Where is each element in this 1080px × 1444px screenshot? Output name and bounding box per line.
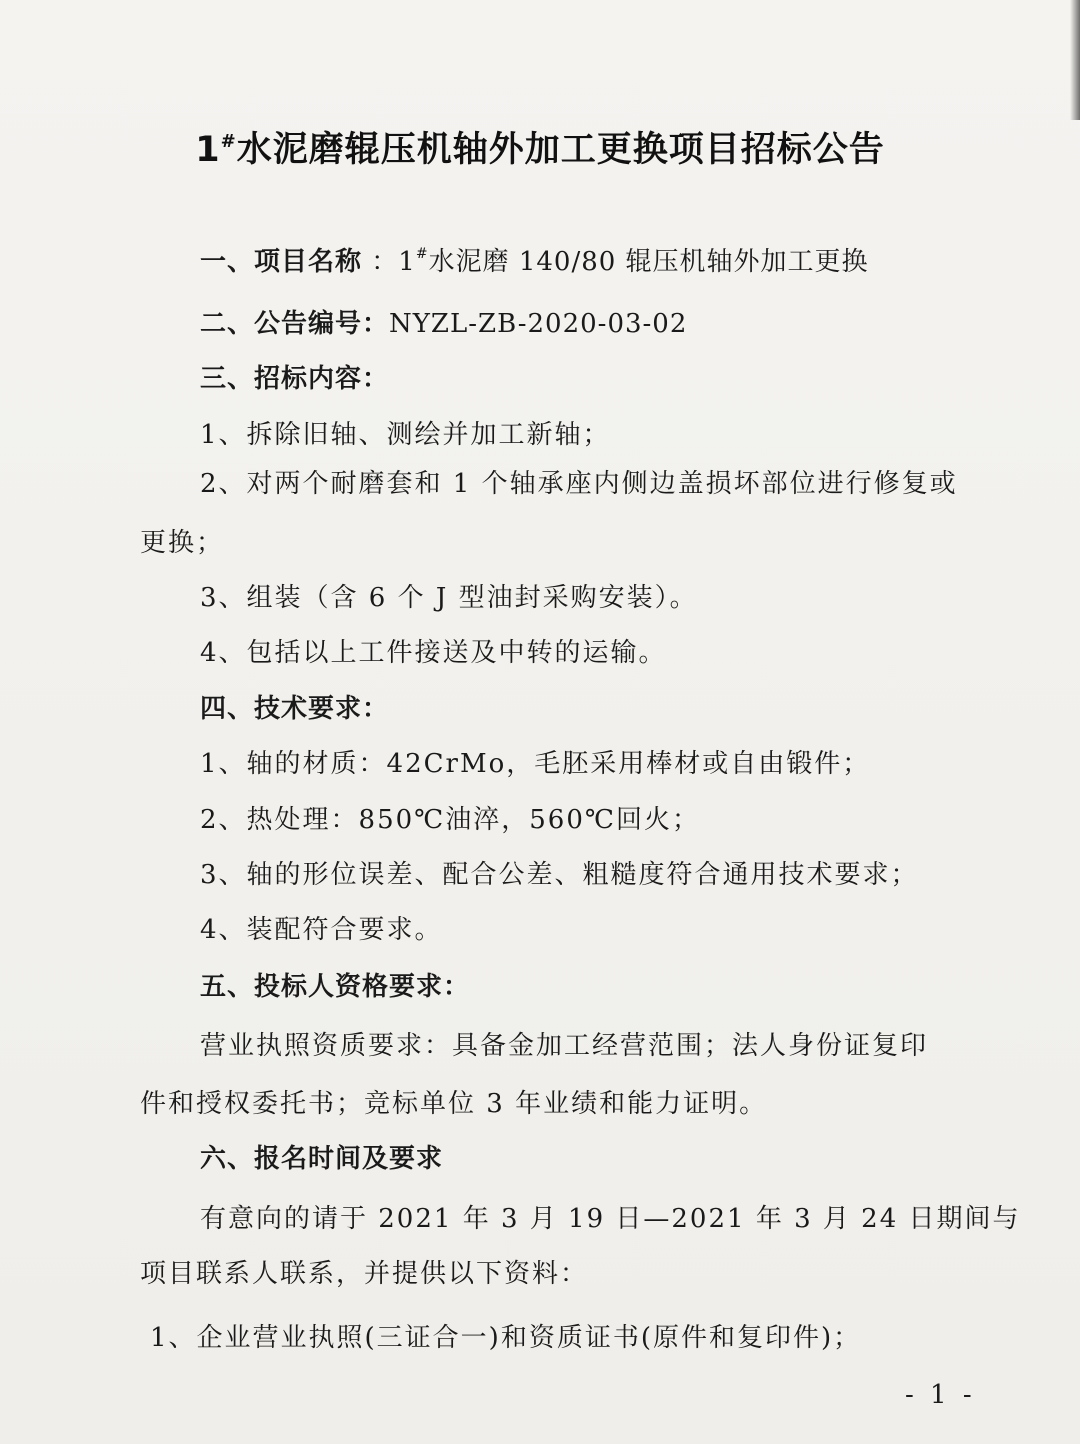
project-name-number: 1	[398, 247, 416, 277]
title-number-mark: #	[220, 131, 237, 152]
section-3-item-2: 2、对两个耐磨套和 1 个轴承座内侧边盖损坏部位进行修复或	[200, 469, 958, 499]
project-name-number-mark: #	[415, 246, 429, 262]
section-6-text: 有意向的请于 2021 年 3 月 19 日—2021 年 3 月 24 日期间与	[200, 1204, 1021, 1234]
section-3-item-3: 3、组装（含 6 个 J 型油封采购安装）。	[200, 583, 698, 613]
notice-number-value: NYZL-ZB-2020-03-02	[389, 309, 688, 339]
section-1-heading: 一、项目名称	[200, 247, 363, 277]
section-3-item-2-continued: 更换；	[140, 528, 225, 558]
section-4-item-1: 1、轴的材质：42CrMo，毛胚采用棒材或自由锻件；	[200, 749, 871, 779]
section-1-separator: ：	[362, 247, 399, 277]
section-2-notice-number	[200, 303, 687, 340]
title-text: 水泥磨辊压机轴外加工更换项目招标公告	[236, 130, 885, 170]
section-6-text-continued: 项目联系人联系，并提供以下资料：	[140, 1259, 589, 1289]
section-4-item-3: 3、轴的形位误差、配合公差、粗糙度符合通用技术要求；	[200, 860, 919, 890]
section-3-item-4: 4、包括以上工件接送及中转的运输。	[200, 638, 667, 668]
page-number: - 1 -	[905, 1380, 976, 1410]
section-4-heading: 四、技术要求：	[200, 694, 390, 724]
section-6-heading: 六、报名时间及要求	[200, 1144, 444, 1174]
document-title	[0, 122, 1080, 172]
title-number: 1	[195, 130, 221, 170]
section-5-heading: 五、投标人资格要求：	[200, 972, 471, 1002]
section-2-heading: 二、公告编号：	[200, 309, 390, 339]
scan-edge-shadow	[1070, 0, 1080, 120]
section-4-item-2: 2、热处理：850℃油淬，560℃回火；	[200, 805, 700, 835]
section-4-item-4: 4、装配符合要求。	[200, 915, 443, 945]
section-5-text: 营业执照资质要求：具备金加工经营范围；法人身份证复印	[200, 1031, 929, 1061]
project-name-value: 水泥磨 140/80 辊压机轴外加工更换	[428, 247, 869, 277]
section-3-heading: 三、招标内容：	[200, 364, 390, 394]
section-6-item-1: 1、企业营业执照(三证合一)和资质证书(原件和复印件)；	[150, 1323, 862, 1353]
section-1-project-name	[200, 241, 869, 278]
section-5-text-continued: 件和授权委托书；竞标单位 3 年业绩和能力证明。	[140, 1089, 768, 1119]
section-3-item-1: 1、拆除旧轴、测绘并加工新轴；	[200, 420, 611, 450]
